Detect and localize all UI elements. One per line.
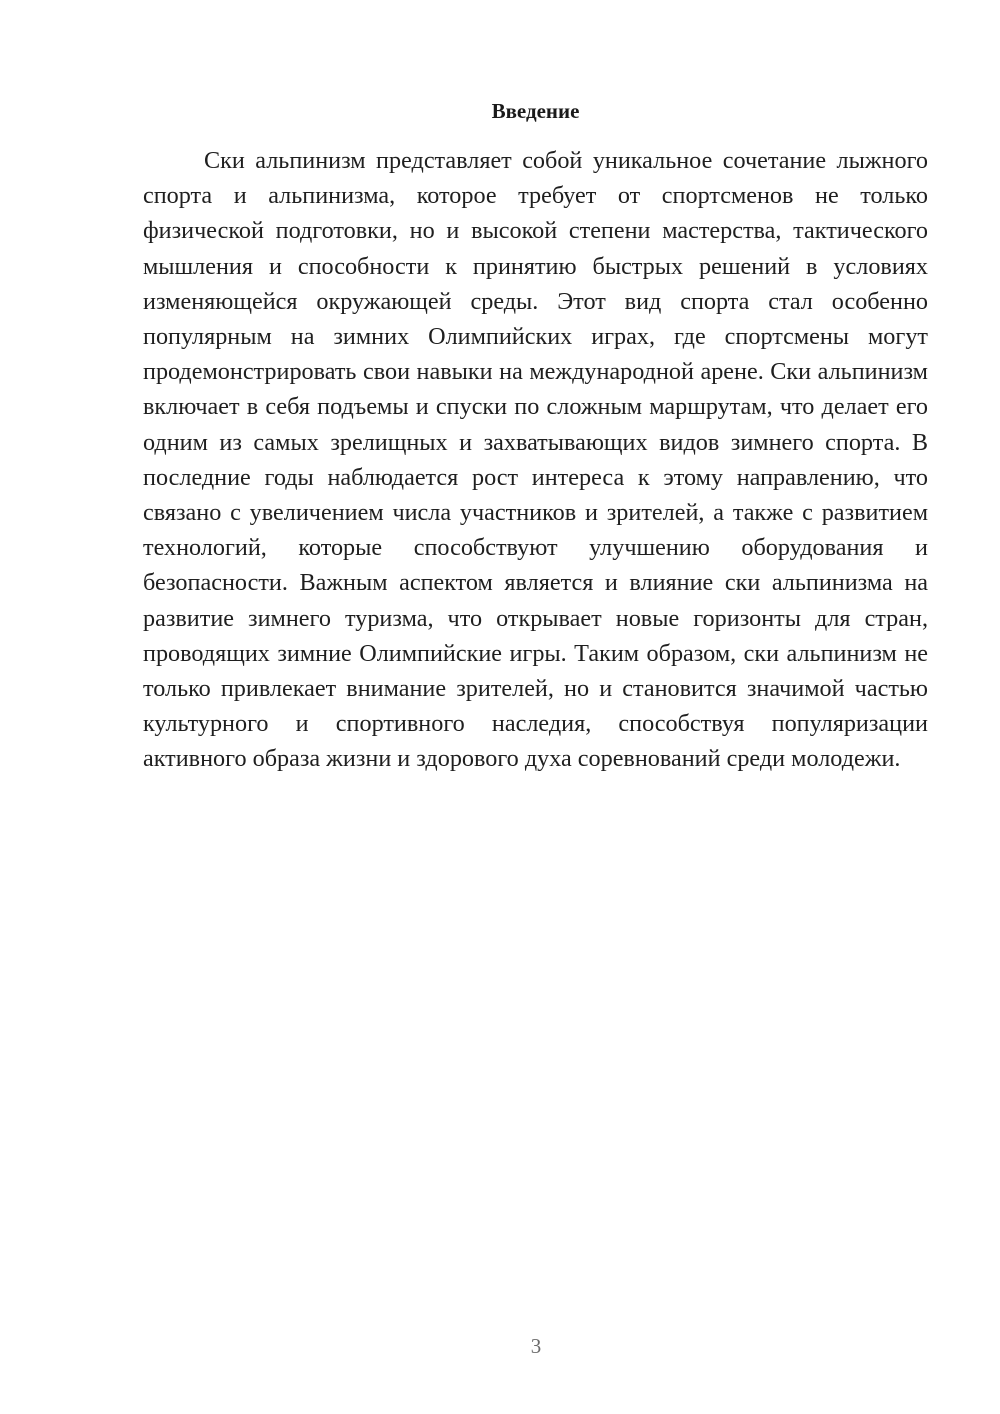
intro-paragraph: Ски альпинизм представляет собой уникальное сочетание лыжного спорта и альпинизма, которое требует от спортсменов не только физической подготовки, но и высокой степени мастерства, тактического мышления и способности к принятию быстрых решений в условиях изменяющейся окружающей среды. Этот вид спорта стал особенно популярным на зимних Олимпийских играх, где спортсмены могут продемонстрировать свои навыки на международной арене. Ски альпинизм включает в себя подъемы и спуски по сложным маршрутам, что делает его одним из самых зрелищных и захватывающих видов зимнего спорта. В последние годы наблюдается рост интереса к этому направлению, что связано с увеличением числа участников и зрителей, а также с развитием технологий, которые способствуют улучшению оборудования и безопасности. Важным аспектом является и влияние ски альпинизма на развитие зимнего туризма, что открывает новые горизонты для стран, проводящих зимние Олимпийские игры. Таким образом, ски альпинизм не только привлекает внимание зрителей, но и становится значимой частью культурного и спортивного наследия, способствуя популяризации активного образа жизни и здорового духа соревнований среди молодежи.: [143, 147, 928, 773]
section-heading: Введение: [491, 99, 580, 123]
page-number: 3: [530, 1334, 542, 1358]
